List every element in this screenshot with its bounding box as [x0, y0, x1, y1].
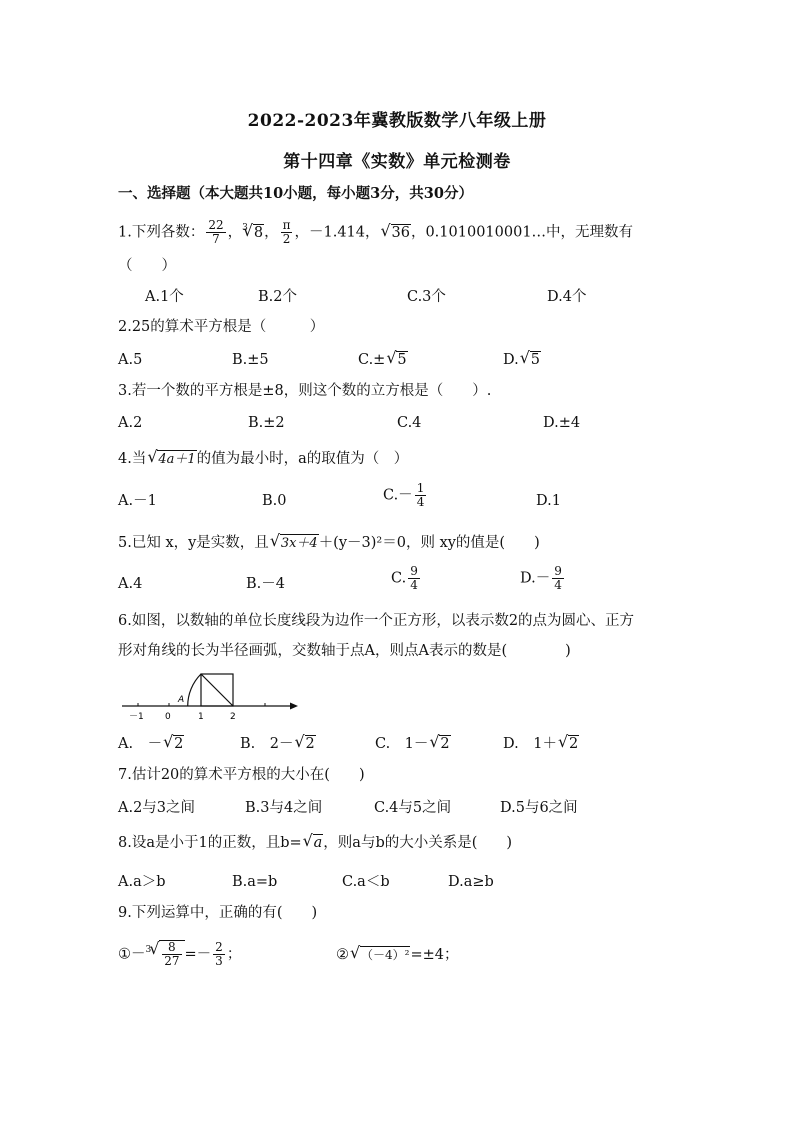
- numerator: 9: [554, 564, 562, 578]
- square-root: [271, 532, 319, 554]
- label: C.－: [383, 487, 413, 504]
- q4-prefix: 4.当: [118, 451, 147, 467]
- q1-option-a[interactable]: A.1个: [145, 289, 184, 305]
- cube-root: [244, 222, 264, 244]
- q2-option-a[interactable]: A.5: [118, 352, 143, 368]
- label-1: 1: [198, 712, 204, 722]
- radicand: 2: [568, 736, 579, 752]
- question-1: [118, 219, 633, 246]
- radicand: 5: [397, 352, 407, 368]
- denominator: 4: [554, 578, 562, 592]
- square-root: [296, 733, 316, 755]
- question-3: 3.若一个数的平方根是±8，则这个数的立方根是（ ）.: [118, 383, 492, 399]
- q3-option-c[interactable]: C.4: [397, 415, 422, 431]
- denominator: 2: [282, 232, 291, 246]
- q5-option-a[interactable]: A.4: [118, 576, 143, 592]
- q3-option-a[interactable]: A.2: [118, 415, 143, 431]
- radicand: 2: [305, 736, 315, 752]
- denominator: 27: [164, 954, 180, 968]
- label: D. 1＋: [503, 736, 557, 752]
- label: C. 1－: [375, 736, 429, 752]
- question-6-line-1: 6.如图，以数轴的单位长度线段为边作一个正方形，以表示数2的点为圆心、正方: [118, 613, 635, 629]
- numerator: π: [282, 218, 291, 232]
- q8-option-d[interactable]: D.a≥b: [448, 874, 494, 890]
- label: ②: [336, 947, 349, 963]
- square-root: [559, 733, 579, 755]
- equals: =－: [184, 946, 212, 963]
- question-7: 7.估计20的算术平方根的大小在( ): [118, 767, 365, 783]
- fraction-9-4: [552, 565, 564, 592]
- label-point-a: A: [178, 695, 185, 705]
- q1-suffix: ，0.1010010001…中，无理数有: [410, 224, 634, 241]
- q1-option-d[interactable]: D.4个: [547, 289, 587, 305]
- question-2: 2.25的算术平方根是（ ）: [118, 319, 325, 335]
- denominator: 3: [215, 954, 223, 968]
- q5-prefix: 5.已知 x，y是实数，且: [118, 535, 269, 551]
- q4-option-a[interactable]: A.－1: [118, 493, 157, 509]
- fraction-9-4: [408, 565, 420, 592]
- q2-option-b[interactable]: B.±5: [232, 352, 269, 368]
- radicand: [159, 940, 184, 968]
- fraction-2-3: [213, 941, 225, 968]
- question-4: [118, 448, 408, 470]
- square-root: [304, 832, 324, 854]
- square-root: [430, 733, 450, 755]
- square-root: [521, 349, 541, 371]
- denominator: 4: [416, 495, 425, 509]
- chapter-title: 第十四章《实数》单元检测卷: [283, 152, 511, 172]
- numerator: 9: [410, 564, 418, 578]
- separator: ，: [264, 224, 279, 241]
- denominator: 4: [410, 578, 418, 592]
- numerator: 2: [215, 940, 223, 954]
- label: C.±: [358, 352, 386, 368]
- separator: ，－1.414，: [294, 224, 380, 241]
- separator: ；: [226, 946, 242, 963]
- q5-suffix: ＋(y－3)²＝0，则 xy的值是( ): [318, 535, 540, 551]
- q7-option-c[interactable]: C.4与5之间: [374, 800, 452, 816]
- radicand: 8: [253, 224, 264, 241]
- radicand: 2: [440, 736, 450, 752]
- cube-root: [150, 940, 184, 968]
- radicand: 2: [174, 736, 184, 752]
- q7-option-d[interactable]: D.5与6之间: [500, 800, 578, 816]
- axis-arrow: [290, 703, 298, 710]
- question-5: [118, 532, 540, 554]
- numerator: 1: [416, 481, 425, 495]
- q4-option-d[interactable]: D.1: [536, 493, 561, 509]
- q9-item-2[interactable]: [336, 944, 458, 966]
- radicand: 5: [530, 352, 540, 368]
- q1-paren: （ ）: [118, 258, 176, 274]
- q6-option-b[interactable]: [240, 733, 316, 755]
- numerator: 22: [208, 218, 224, 232]
- separator: ，: [227, 224, 243, 241]
- radius-arc: [188, 674, 201, 706]
- radicand: a: [313, 835, 323, 851]
- q3-option-d[interactable]: D.±4: [543, 415, 581, 431]
- label: D.: [503, 352, 519, 368]
- q5-option-d[interactable]: [520, 565, 566, 592]
- fraction-1-4: [415, 482, 427, 509]
- label: C.: [391, 570, 407, 587]
- q3-option-b[interactable]: B.±2: [248, 415, 285, 431]
- square-root: [387, 349, 407, 371]
- radicand: 3x＋4: [280, 536, 318, 551]
- q8-option-b[interactable]: B.a=b: [232, 874, 278, 890]
- number-line-figure: [118, 668, 308, 724]
- q4-suffix: 的值为最小时，a的取值为（ ）: [196, 451, 409, 467]
- suffix: =±4；: [410, 947, 459, 963]
- question-6-line-2: 形对角线的长为半径画弧，交数轴于点A，则点A表示的数是( ): [118, 643, 571, 659]
- q4-option-c[interactable]: [383, 482, 428, 509]
- square-root: [164, 733, 184, 755]
- square-root: [148, 448, 196, 470]
- q6-option-a[interactable]: [118, 733, 184, 755]
- label-minus-1: －1: [129, 712, 144, 722]
- q9-item-1[interactable]: [118, 940, 241, 968]
- q7-option-a[interactable]: A.2与3之间: [118, 800, 196, 816]
- q1-prefix: 1.下列各数：: [118, 224, 205, 241]
- square-root: [351, 944, 410, 966]
- q4-option-b[interactable]: B.0: [262, 493, 287, 509]
- question-9: 9.下列运算中，正确的有( ): [118, 905, 318, 921]
- q8-option-a[interactable]: A.a＞b: [118, 874, 166, 890]
- radicand: （－4）²: [361, 948, 410, 962]
- exam-title: 2022-2023年冀教版数学八年级上册: [247, 111, 547, 131]
- q8-option-c[interactable]: C.a＜b: [342, 874, 390, 890]
- q5-option-c[interactable]: [391, 565, 422, 592]
- square-diagonal: [201, 674, 233, 706]
- section-heading: 一、选择题（本大题共10小题，每小题3分，共30分）: [118, 185, 473, 202]
- q2-option-d[interactable]: [503, 349, 541, 371]
- radicand: 36: [391, 224, 410, 241]
- label-2: 2: [230, 712, 236, 722]
- square-root: [382, 222, 411, 244]
- denominator: 7: [212, 232, 220, 246]
- label: B. 2－: [240, 736, 294, 752]
- q7-option-b[interactable]: B.3与4之间: [245, 800, 323, 816]
- q6-option-c[interactable]: [375, 733, 451, 755]
- root-index: 3: [242, 222, 248, 233]
- label: D.－: [520, 570, 551, 587]
- q5-option-b[interactable]: B.－4: [246, 576, 285, 592]
- q2-option-c[interactable]: [358, 349, 408, 371]
- root-index: 3: [145, 944, 152, 955]
- numerator: √ 8: [162, 941, 181, 955]
- label: ①－: [118, 946, 146, 963]
- q6-option-d[interactable]: [503, 733, 579, 755]
- fraction-pi-2: [281, 219, 293, 246]
- question-8: [118, 832, 512, 854]
- radicand: 4a＋1: [158, 452, 196, 467]
- q1-option-c[interactable]: C.3个: [407, 289, 446, 305]
- label: A. －: [118, 736, 163, 752]
- fraction-8-27: [162, 941, 181, 968]
- q8-prefix: 8.设a是小于1的正数，且b=: [118, 835, 302, 851]
- q8-suffix: ，则a与b的大小关系是( ): [323, 835, 513, 851]
- q1-option-b[interactable]: B.2个: [258, 289, 297, 305]
- fraction-22-7: [206, 219, 225, 246]
- label-0: 0: [165, 712, 171, 722]
